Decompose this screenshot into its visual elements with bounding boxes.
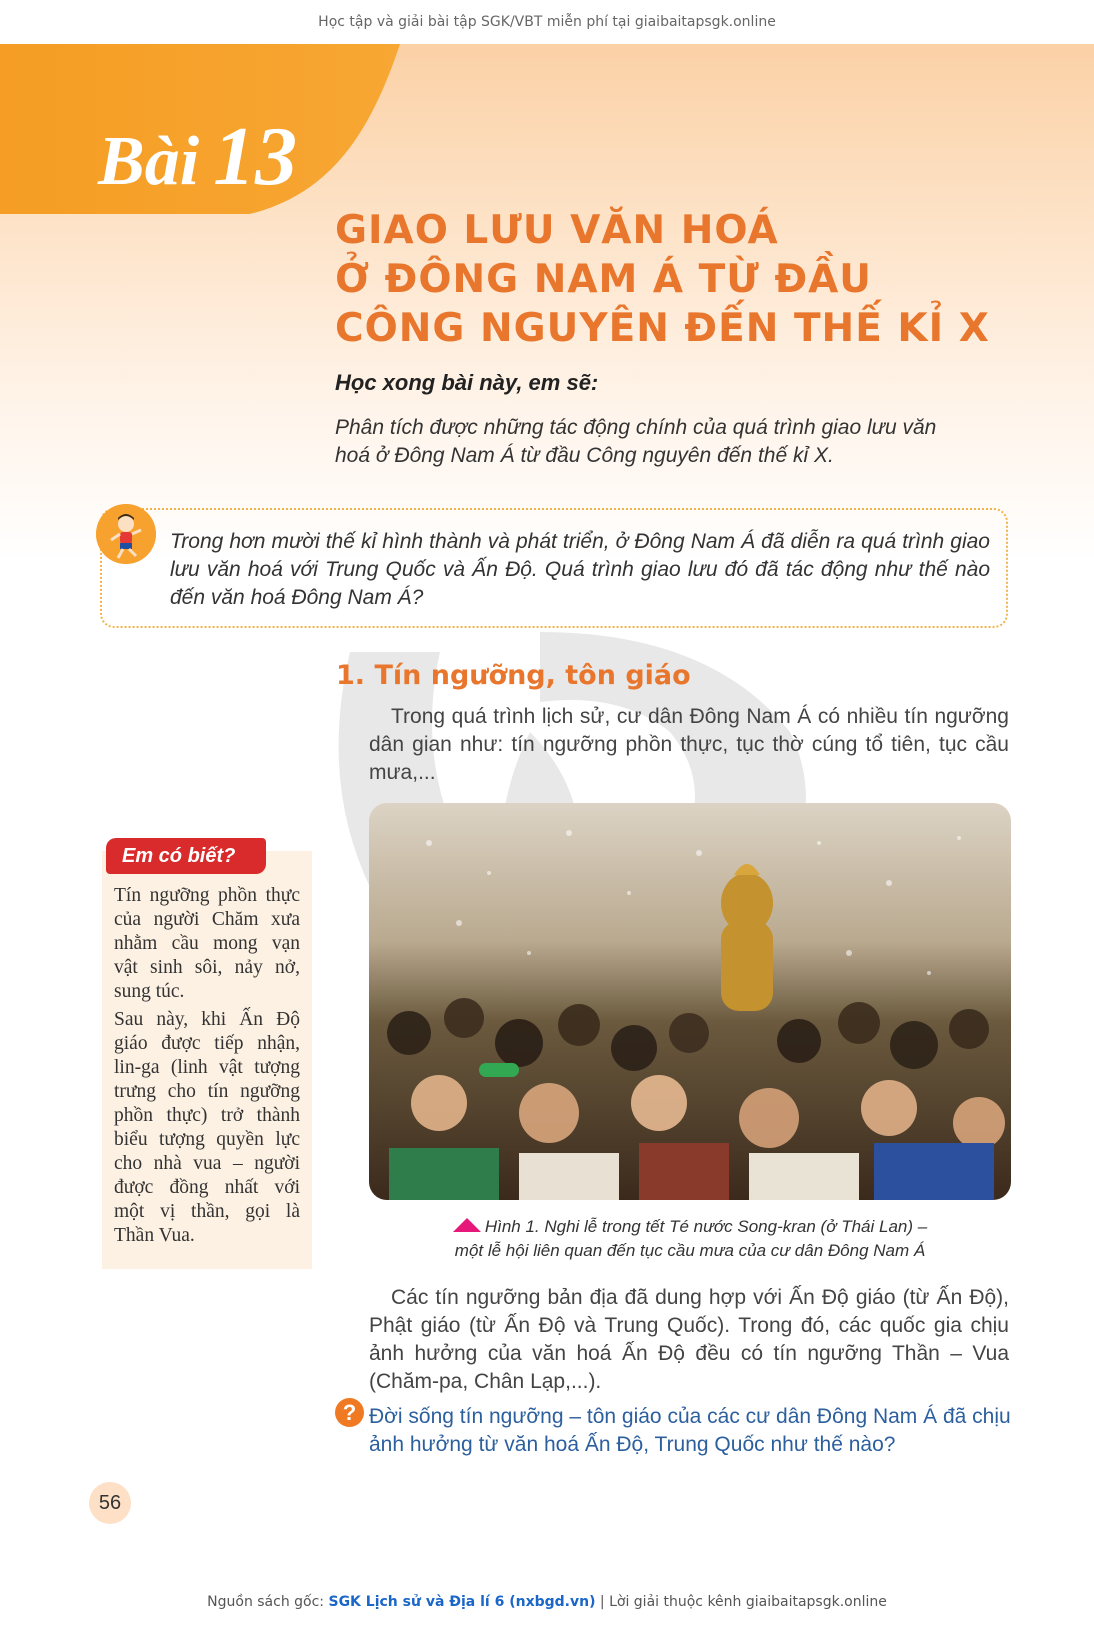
- intro-question: Trong hơn mười thế kỉ hình thành và phát triển, ở Đông Nam Á đã diễn ra quá trình giao lưu văn hoá với Trung Quốc và Ấn Độ. Quá trình giao lưu đó đã tác động như thế nào đến văn hoá Đông Nam Á?: [170, 530, 990, 609]
- footer: [0, 1594, 1094, 1610]
- caption-line-2: một lễ hội liên quan đến tục cầu mưa của cư dân Đông Nam Á: [454, 1241, 926, 1260]
- lesson-label: [98, 108, 297, 205]
- source-book-link[interactable]: SGK Lịch sử và Địa lí 6 (nxbgd.vn): [328, 1594, 596, 1610]
- caption-line-1: Hình 1. Nghi lễ trong tết Té nước Song-kran (ở Thái Lan) –: [484, 1217, 928, 1236]
- lesson-word: Bài: [98, 123, 200, 200]
- question-mark-icon: ?: [335, 1398, 364, 1427]
- top-note: Học tập và giải bài tập SGK/VBT miễn phí tại giaibaitapsgk.online: [318, 14, 776, 30]
- title-line: GIAO LƯU VĂN HOÁ: [335, 208, 779, 253]
- figure-caption: [369, 1215, 1011, 1263]
- did-you-know-paragraph: Sau này, khi Ấn Độ giáo được tiếp nhận, lin-ga (linh vật tượng trưng cho tín ngưỡng phồn thực) trở thành biểu tượng quyền lực cho nhà vua – người được đồng nhất với một vị thần, gọi là Thần Vua.: [114, 1009, 300, 1246]
- footer-suffix: | Lời giải thuộc kênh giaibaitapsgk.online: [599, 1594, 887, 1610]
- did-you-know-paragraph: Tín ngưỡng phồn thực của người Chăm xưa nhằm cầu mong vạn vật sinh sôi, nảy nở, sung túc.: [114, 885, 300, 1002]
- title-line: Ở ĐÔNG NAM Á TỪ ĐẦU: [335, 257, 872, 302]
- lesson-title: [335, 206, 1055, 353]
- review-question: Đời sống tín ngưỡng – tôn giáo của các cư dân Đông Nam Á đã chịu ảnh hưởng từ văn hoá Ấn Độ, Trung Quốc như thế nào?: [369, 1405, 1011, 1456]
- songkran-festival-photo: [369, 803, 1011, 1200]
- body-paragraph: Các tín ngưỡng bản địa đã dung hợp với Ấn Độ giáo (từ Ấn Độ), Phật giáo (từ Ấn Độ và Trung Quốc). Trong đó, các quốc gia chịu ảnh hưởng của văn hoá Ấn Độ đều có tín ngưỡng Thần – Vua (Chăm-pa, Chân Lạp,...).: [369, 1286, 1009, 1393]
- student-running-icon: [96, 504, 156, 564]
- goal-heading: Học xong bài này, em sẽ:: [335, 370, 599, 395]
- caption-triangle-icon: [453, 1218, 481, 1232]
- lesson-number: 13: [213, 110, 298, 203]
- section-number: 1.: [336, 660, 366, 691]
- section-paragraph: Trong quá trình lịch sử, cư dân Đông Nam Á có nhiều tín ngưỡng dân gian như: tín ngưỡng phồn thực, tục thờ cúng tổ tiên, tục cầu mưa,...: [369, 705, 1009, 784]
- goal-text: Phân tích được những tác động chính của quá trình giao lưu văn hoá ở Đông Nam Á từ đầu Công nguyên đến thế kỉ X.: [335, 416, 937, 467]
- footer-prefix: Nguồn sách gốc:: [207, 1594, 325, 1610]
- did-you-know-tab: Em có biết?: [106, 838, 266, 874]
- did-you-know-text: [114, 884, 300, 1252]
- title-line: CÔNG NGUYÊN ĐẾN THẾ KỈ X: [335, 306, 990, 351]
- section-heading: [336, 660, 691, 691]
- section-title: Tín ngưỡng, tôn giáo: [374, 660, 691, 691]
- page-number: 56: [89, 1482, 131, 1524]
